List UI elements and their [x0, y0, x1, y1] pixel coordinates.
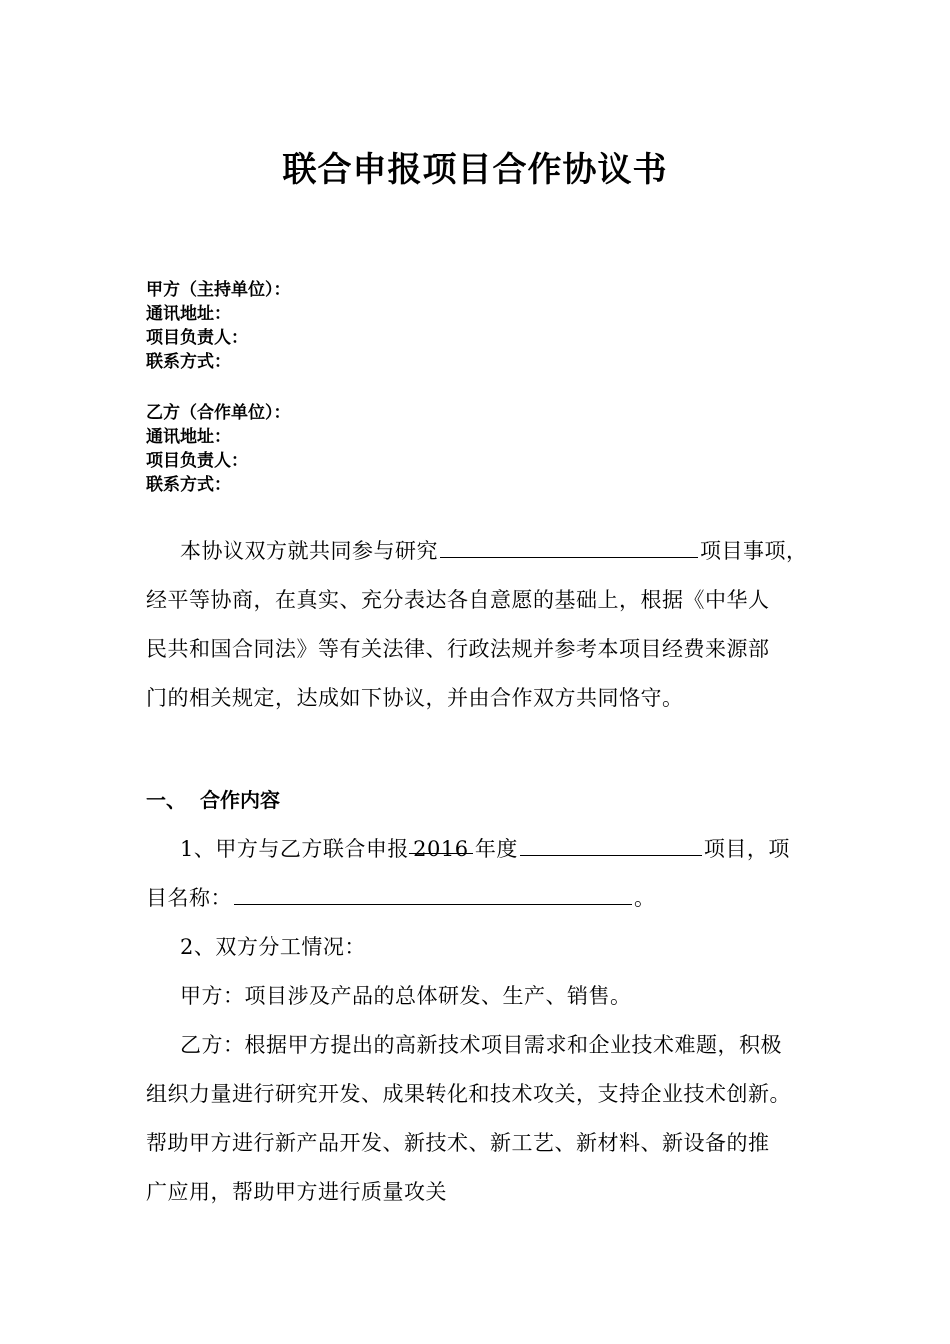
cooperation-content	[146, 825, 836, 1217]
intro-line: 门的相关规定，达成如下协议，并由合作双方共同恪守。	[146, 686, 684, 710]
section-heading	[146, 776, 280, 825]
party-a-contact: 联系方式：	[146, 352, 231, 372]
item1-text: 。	[634, 886, 656, 910]
party-b-duty-line: 乙方：根据甲方提出的高新技术项目需求和企业技术难题，积极	[180, 1033, 782, 1057]
party-b-label: 乙方（合作单位）：	[146, 403, 291, 423]
intro-text: 项目事项，	[700, 539, 808, 563]
party-a-label: 甲方（主持单位）：	[146, 280, 291, 300]
document-title: 联合申报项目合作协议书	[282, 150, 668, 190]
party-a-address: 通讯地址：	[146, 304, 231, 324]
intro-text: 本协议双方就共同参与研究	[180, 539, 438, 563]
project-type-blank	[520, 827, 702, 856]
party-a-block	[146, 278, 291, 374]
intro-paragraph	[146, 527, 836, 723]
party-b-duty-line: 广应用，帮助甲方进行质量攻关	[146, 1180, 447, 1204]
intro-line: 经平等协商，在真实、充分表达各自意愿的基础上，根据《中华人	[146, 588, 770, 612]
item1-text: 项目，项	[703, 837, 790, 861]
party-b-contact: 联系方式：	[146, 475, 231, 495]
intro-line	[146, 527, 836, 576]
item1-line	[146, 825, 836, 874]
item1-text: 年度	[474, 837, 518, 861]
item1-line	[146, 874, 836, 923]
party-b-leader: 项目负责人：	[146, 451, 248, 471]
section-number: 一、	[146, 788, 186, 812]
party-b-block	[146, 401, 291, 497]
intro-line: 民共和国合同法》等有关法律、行政法规并参考本项目经费来源部	[146, 637, 770, 661]
year-field: 2016	[409, 825, 473, 854]
research-topic-blank	[440, 529, 698, 558]
party-a-leader: 项目负责人：	[146, 328, 248, 348]
project-name-label: 目名称：	[146, 886, 232, 910]
party-b-address: 通讯地址：	[146, 427, 231, 447]
party-b-duty-line: 帮助甲方进行新产品开发、新技术、新工艺、新材料、新设备的推	[146, 1131, 770, 1155]
party-a-duty: 甲方：项目涉及产品的总体研发、生产、销售。	[180, 984, 632, 1008]
item2-heading: 2、双方分工情况：	[180, 935, 366, 959]
section-title: 合作内容	[200, 788, 280, 812]
party-b-duty-line: 组织力量进行研究开发、成果转化和技术攻关，支持企业技术创新。	[146, 1082, 791, 1106]
item1-text: 1、甲方与乙方联合申报	[180, 837, 409, 861]
project-name-blank	[234, 876, 632, 905]
